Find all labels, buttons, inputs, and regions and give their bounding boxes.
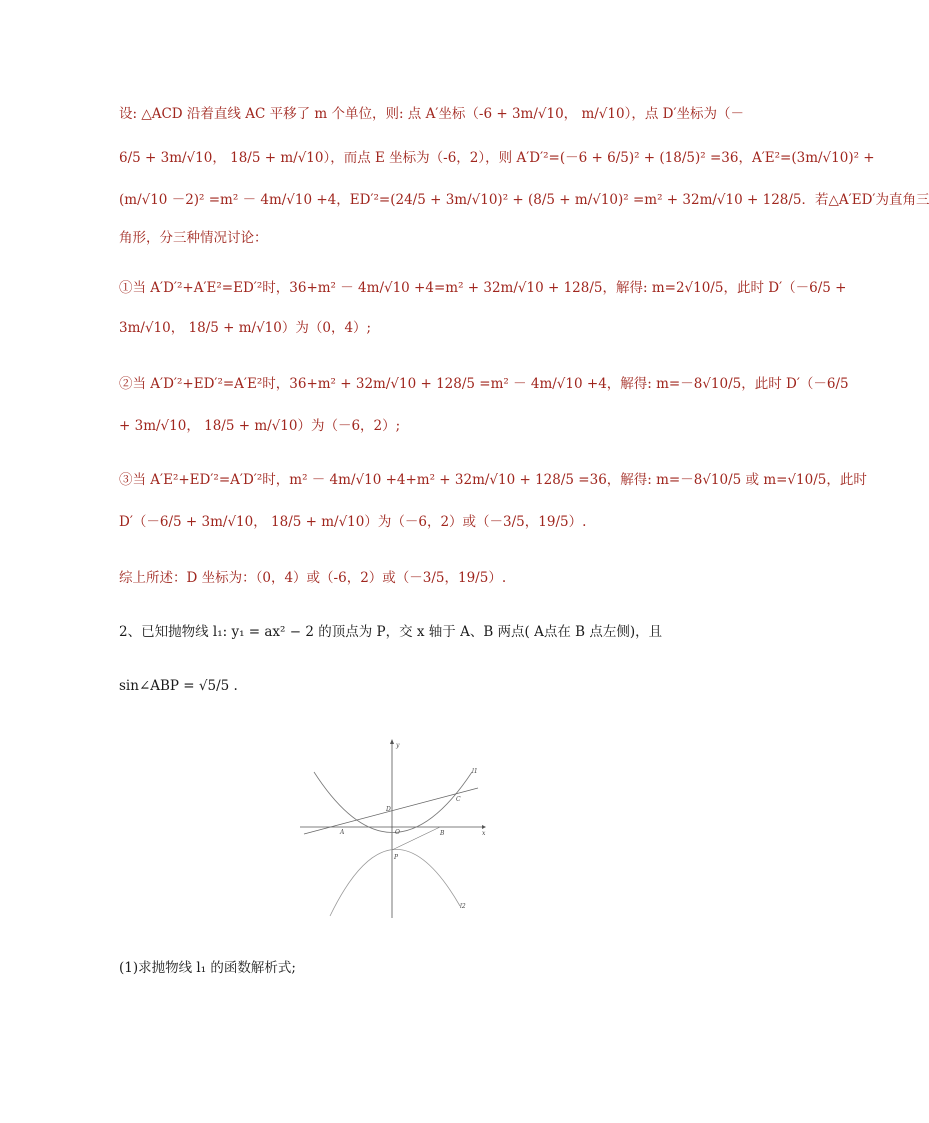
label-point-a: A xyxy=(340,829,345,836)
solution-line-3: (m/√10 －2)² =m² － 4m/√10 +4，ED′²=(24/5 + 3m/√10)² + (8/5 + m/√10)² =m² + 32m/√10 + 128/5．若△A′ED′为直角三 xyxy=(119,192,929,208)
case1-line-1: ①当 A′D′²+A′E²=ED′²时，36+m² － 4m/√10 +4=m² + 32m/√10 + 128/5，解得: m=2√10/5，此时 D′（－6/5 + xyxy=(119,280,847,296)
label-point-d: D xyxy=(386,806,391,813)
case2-line-2: + 3m/√10， 18/5 + m/√10）为（－6，2）; xyxy=(119,418,401,434)
case1-line-2: 3m/√10， 18/5 + m/√10）为（0，4）; xyxy=(119,320,372,336)
label-point-b: B xyxy=(440,830,445,837)
parabola-figure xyxy=(300,738,490,920)
label-origin: O xyxy=(395,829,400,836)
problem-2-condition: sin∠ABP = √5/5 . xyxy=(119,678,238,694)
label-point-c: C xyxy=(456,796,461,803)
label-x: x xyxy=(482,830,486,837)
label-curve-l2: l2 xyxy=(460,903,466,910)
solution-line-1: 设: △ACD 沿着直线 AC 平移了 m 个单位，则: 点 A′坐标（-6 + 3m/√10， m/√10），点 D′坐标为（－ xyxy=(119,106,745,122)
problem-2-statement: 2、已知抛物线 l₁: y₁ = ax² − 2 的顶点为 P，交 x 轴于 A、B 两点( A点在 B 点左侧)，且 xyxy=(119,624,663,640)
solution-line-4: 角形，分三种情况讨论： xyxy=(119,230,268,246)
x-axis-arrow-icon xyxy=(482,825,486,829)
label-curve-l1: l1 xyxy=(472,768,478,775)
curve-l1 xyxy=(314,772,472,833)
label-y: y xyxy=(396,742,400,749)
case3-line-2: D′（－6/5 + 3m/√10， 18/5 + m/√10）为（－6，2）或（－3/5，19/5）. xyxy=(119,514,587,530)
question-1: (1)求抛物线 l₁ 的函数解析式; xyxy=(119,960,296,976)
label-point-p: P xyxy=(394,854,399,861)
y-axis-arrow-icon xyxy=(390,739,394,744)
case2-line-1: ②当 A′D′²+ED′²=A′E²时，36+m² + 32m/√10 + 128/5 =m² － 4m/√10 +4，解得: m=－8√10/5，此时 D′（－6/5 xyxy=(119,376,849,392)
case3-line-1: ③当 A′E²+ED′²=A′D′²时，m² － 4m/√10 +4+m² + 32m/√10 + 128/5 =36，解得: m=－8√10/5 或 m=√10/5，此时 xyxy=(119,472,867,488)
solution-line-2: 6/5 + 3m/√10， 18/5 + m/√10），而点 E 坐标为（-6，2），则 A′D′²=(－6 + 6/5)² + (18/5)² =36，A′E²=(3m/√10)² + xyxy=(119,150,875,166)
summary-line: 综上所述：D 坐标为：（0，4）或（-6，2）或（－3/5，19/5）. xyxy=(119,570,507,586)
